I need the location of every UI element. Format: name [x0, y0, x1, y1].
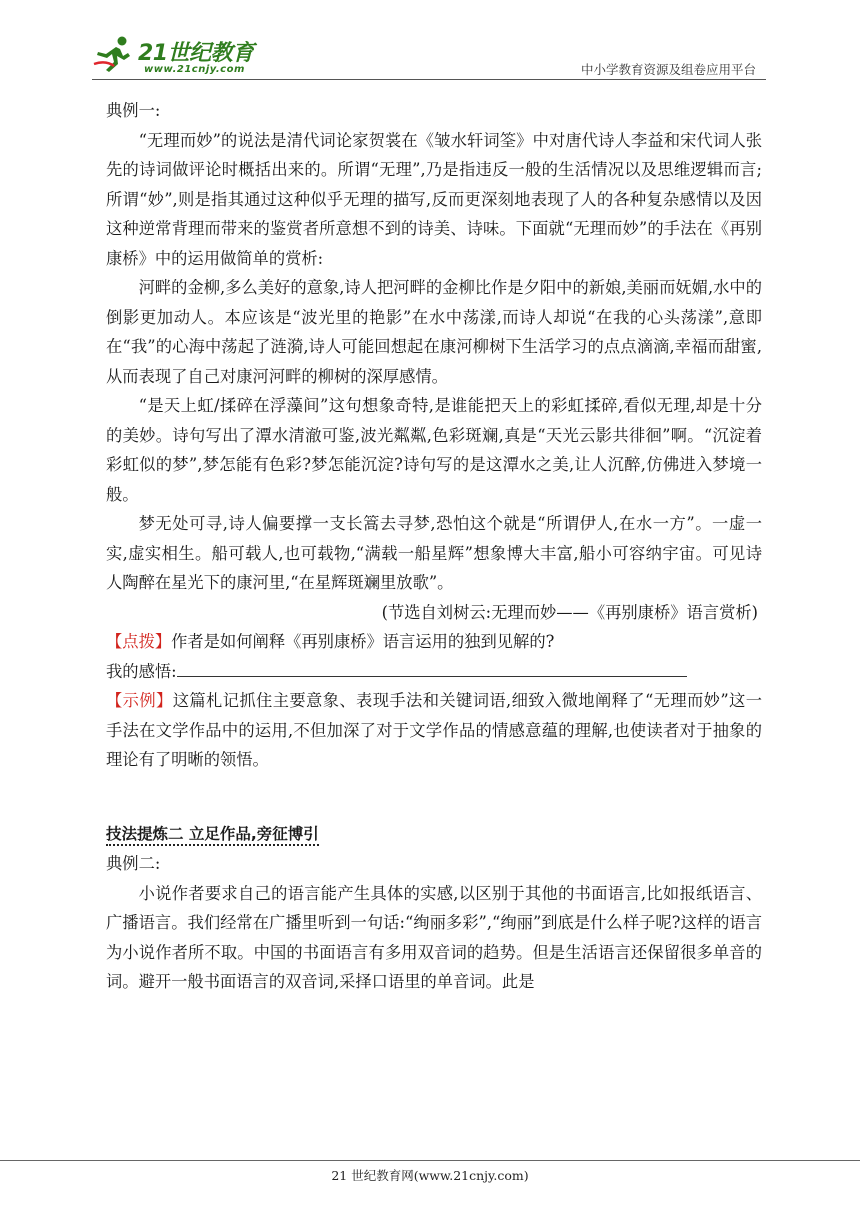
header-divider	[92, 79, 766, 80]
paragraph-5: 小说作者要求自己的语言能产生具体的实感,以区别于其他的书面语言,比如报纸语言、广播语言。我们经常在广播里听到一句话:“绚丽多彩”,“绚丽”到底是什么样子呢?这样的语言为小说作者所不取。中国的书面语言有多用双音词的趋势。但是生活语言还保留很多单音的词。避开一般书面语言的双音词,采择口语里的单音词。此是	[106, 883, 762, 991]
example1-label: 典例一:	[106, 101, 161, 120]
page-footer: 21 世纪教育网(www.21cnjy.com)	[331, 1168, 529, 1183]
source-citation: (节选自刘树云:无理而妙——《再别康桥》语言赏析)	[381, 602, 758, 622]
document-body	[106, 96, 762, 997]
example2-label: 典例二:	[106, 854, 161, 873]
platform-name: 中小学教育资源及组卷应用平台	[580, 62, 756, 77]
paragraph-2: 河畔的金柳,多么美好的意象,诗人把河畔的金柳比作是夕阳中的新娘,美丽而妩媚,水中的倒影更加动人。本应该是“波光里的艳影”在水中荡漾,而诗人却说“在我的心头荡漾”,意即在“我”的心海中荡起了涟漪,诗人可能回想起在康河柳树下生活学习的点点滴滴,幸福而甜蜜,从而表现了自己对康河河畔的柳树的深厚感情。	[106, 278, 762, 386]
section2-title: 技法提炼二 立足作品,旁征博引	[106, 825, 319, 846]
sample-line	[106, 686, 762, 775]
hint-line	[106, 627, 762, 657]
paragraph-1: “无理而妙”的说法是清代词论家贺裳在《皱水轩词筌》中对唐代诗人李益和宋代词人张先的诗词做评论时概括出来的。所谓“无理”,乃是指违反一般的生活情况以及思维逻辑而言;所谓“妙”,则是指其通过这种似乎无理的描写,反而更深刻地表现了人的各种复杂感情以及因这种逆常背理而带来的鉴赏者所意想不到的诗美、诗味。下面就“无理而妙”的手法在《再别康桥》中的运用做简单的赏析:	[106, 130, 762, 268]
hint-tag: 【点拨】	[106, 632, 172, 651]
paragraph-4: 梦无处可寻,诗人偏要撑一支长篙去寻梦,恐怕这个就是“所谓伊人,在水一方”。一虚一实,虚实相生。船可载人,也可载物,“满载一船星辉”想象博大丰富,船小可容纳宇宙。可见诗人陶醉在星光下的康河里,“在星辉斑斓里放歌”。	[106, 514, 762, 592]
hint-question: 作者是如何阐释《再别康桥》语言运用的独到见解的?	[171, 632, 555, 651]
paragraph-3: “是天上虹/揉碎在浮藻间”这句想象奇特,是谁能把天上的彩虹揉碎,看似无理,却是十分的美妙。诗句写出了潭水清澈可鉴,波光粼粼,色彩斑斓,真是“天光云影共徘徊”啊。“沉淀着彩虹似的梦”,梦怎能有色彩?梦怎能沉淀?诗句写的是这潭水之美,让人沉醉,仿佛进入梦境一般。	[106, 396, 762, 504]
logo-url: www.21cnjy.com	[144, 64, 245, 75]
feeling-label: 我的感悟:	[106, 661, 177, 681]
sample-tag: 【示例】	[106, 691, 173, 710]
feeling-answer-blank[interactable]	[177, 658, 687, 677]
page-header	[0, 0, 860, 80]
sample-text: 这篇札记抓住主要意象、表现手法和关键词语,细致入微地阐释了“无理而妙”这一手法在文学作品中的运用,不但加深了对于文学作品的情感意蕴的理解,也使读者对于抽象的理论有了明晰的领悟。	[106, 691, 762, 769]
feeling-line	[106, 657, 762, 687]
logo-title: 21世纪教育	[138, 41, 254, 66]
section-heading	[106, 819, 762, 850]
footer-divider	[0, 1160, 860, 1161]
site-logo[interactable]	[92, 30, 262, 78]
runner-logo-icon	[92, 34, 136, 74]
